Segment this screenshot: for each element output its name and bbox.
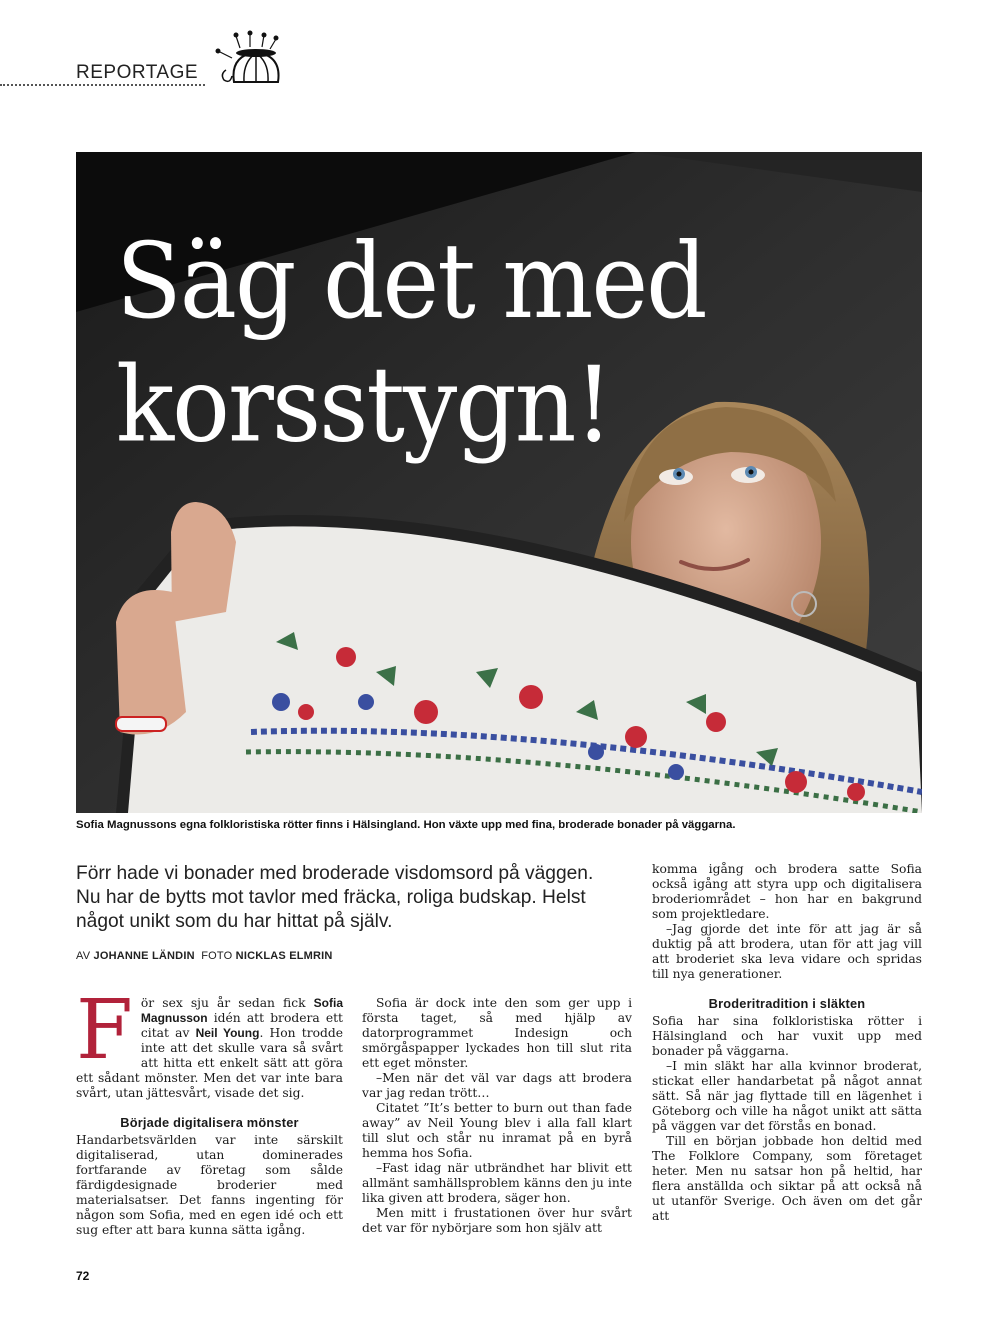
section-label: REPORTAGE <box>76 62 199 83</box>
photographer-name: NICKLAS ELMRIN <box>235 950 333 962</box>
article-column-1 <box>76 983 343 1238</box>
header-rule <box>0 84 205 86</box>
author-name: JOHANNE LÄNDIN <box>93 950 195 962</box>
paragraph: Citatet ”It’s better to burn out than fade away” av Neil Young blev i alla fall klart till slut och står nu inramat på en byrå hemma hos Sofia. <box>362 1101 632 1160</box>
drop-cap: F <box>76 983 133 1078</box>
paragraph: –I min släkt har alla kvinnor broderat, stickat eller handarbetat på något annat sätt. Så när jag flyttade till en lägenhet i Göteborg och ville ha något unikt att sätta på väggen var det förstås en bonad. <box>652 1059 922 1133</box>
text-span: ör sex sju år sedan fick <box>140 996 314 1010</box>
name-sofia: Sofia Magnusson <box>140 996 343 1025</box>
subheading: Broderitradition i släkten <box>708 996 866 1011</box>
paragraph: Men mitt i frustationen över hur svårt det var för nybörjare som hon själv att <box>362 1206 632 1235</box>
article-column-2 <box>362 996 632 1236</box>
text-span: idén att brodera ett citat av <box>140 1011 343 1040</box>
paragraph: komma igång och brodera satte Sofia också igång att styra upp och digitalisera broderiområdet – hon har en bakgrund som projektledare. <box>652 862 922 921</box>
byline-av: AV <box>76 950 91 962</box>
subheading: Började digitalisera mönster <box>120 1115 299 1130</box>
paragraph: –Men när det väl var dags att brodera var jag redan trött… <box>362 1071 632 1100</box>
paragraph: Till en början jobbade hon deltid med The Folklore Company, som företaget heter. Men nu satsar hon på heltid, har flera anställda och siktar på att också nå ut utanför Sverige. Och även om det går att <box>652 1134 922 1223</box>
text-span: . Hon trodde inte att det skulle vara så svårt att hitta ett enkelt sätt att göra ett sådant mönster. Men det var inte bara svårt, utan jättesvårt, visade det sig. <box>76 1026 343 1100</box>
paragraph: Sofia har sina folkloristiska rötter i Hälsingland och har vuxit upp med bonader på väggarna. <box>652 1014 922 1058</box>
byline <box>76 950 616 962</box>
headline-line-2: korsstygn! <box>116 344 612 466</box>
paragraph: Handarbetsvärlden var inte särskilt digitaliserad, utan dominerades fortfarande av företag som sålde färdigdesignade broderier med materialsatser. Det fanns ingenting för någon som Sofia, med en egen idé och ett sug efter att bara kunna sätta igång. <box>76 1133 343 1237</box>
article-column-3 <box>652 862 922 1224</box>
paragraph <box>76 983 343 1101</box>
paragraph: Sofia är dock inte den som ger upp i första taget, så med hjälp av datorprogrammet Indesign och smörgåspapper lyckades hon till slut rita ett eget mönster. <box>362 996 632 1070</box>
pincushion-icon <box>206 30 288 90</box>
photo-caption: Sofia Magnussons egna folkloristiska rötter finns i Hälsingland. Hon växte upp med fina, broderade bonader på väggarna. <box>76 819 736 831</box>
intro-text: Förr hade vi bonader med broderade visdomsord på väggen. Nu har de bytts mot tavlor med fräcka, roliga budskap. Helst något unikt som du har hittat på själv. <box>76 863 594 932</box>
hero-photo <box>76 152 922 813</box>
headline-line-1: Säg det med <box>116 221 706 343</box>
paragraph: –Jag gjorde det inte för att jag är så duktig på att brodera, utan för att jag vill att broderiet ska leva vidare och spridas till nya generationer. <box>652 922 922 981</box>
byline-foto: FOTO <box>201 950 233 962</box>
paragraph: –Fast idag när utbrändhet har blivit ett allmänt samhällsproblem känns den ju inte lika given att brodera, säger hon. <box>362 1161 632 1205</box>
page-number: 72 <box>76 1269 90 1283</box>
name-neil-young: Neil Young <box>195 1026 260 1040</box>
headline <box>116 220 816 466</box>
